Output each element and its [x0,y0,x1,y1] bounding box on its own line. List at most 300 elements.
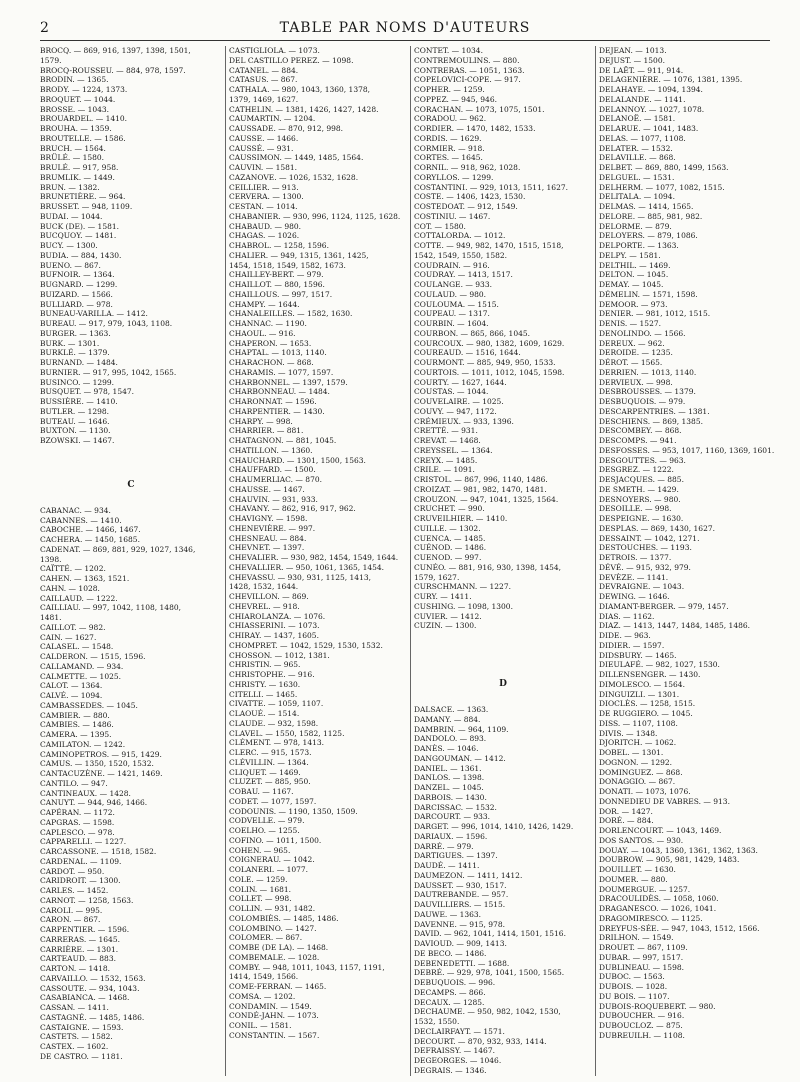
index-entry: CHEVASSU. — 930, 931, 1125, 1413, [229,572,371,582]
index-columns [40,46,780,1076]
index-entry: CHARAMIS. — 1077, 1597. [229,367,334,377]
index-entry: CHAMPY. — 1644. [229,299,300,309]
index-entry: CAUSSE. — 1466. [229,133,299,143]
index-entry: COMSA. — 1202. [229,991,296,1001]
index-entry: DANLOS. — 1398. [414,773,485,783]
index-entry: DELAVILLE. — 868. [599,153,676,163]
index-entry: 1579, 1627. [414,572,460,582]
index-entry: BUXTON. — 1130. [40,426,111,436]
index-entry: DE SMETH. — 1429. [599,484,679,494]
index-entry: CHAVIGNY. — 1598. [229,514,308,523]
index-entry: DESJACQUES. — 885. [599,475,684,484]
index-entry: COUREAUD. — 1516, 1644. [414,348,521,358]
index-entry: DECHAUME. — 950, 982, 1042, 1530, [414,1007,561,1017]
index-entry: CLAVEL. — 1550, 1582, 1125. [229,728,345,738]
index-entry: CHAVANY. — 862, 916, 917, 962. [229,504,356,514]
index-entry: COURCOUX. — 980, 1382, 1609, 1629. [414,338,565,348]
index-entry: DARCOURT. — 933. [414,812,491,822]
index-entry: CUENOD. — 997. [414,553,482,562]
index-entry: CAPLESCO. — 978. [40,827,115,837]
index-entry: COSTANTINI. — 929, 1013, 1511, 1627. [414,182,569,192]
index-entry: CONDAMIN. — 1549. [229,1001,312,1011]
index-entry: DAUWE. — 1363. [414,909,482,919]
index-entry: CIVATTE. — 1059, 1107. [229,699,324,709]
index-entry: DRILHON. — 1549. [599,933,674,943]
index-entry: BRULÉ. — 917, 958. [40,163,119,172]
index-entry: CAPPARELLI. — 1227. [40,837,127,847]
index-entry: CROIZAT. — 981, 982, 1470, 1481. [414,484,547,494]
index-entry: CARTEAUD. — 883. [40,954,116,964]
index-entry: DESNOYERS. — 980. [599,494,681,504]
index-entry: CHAUCHARD. — 1301, 1500, 1563. [229,455,366,465]
index-entry: CHARBONNEL. — 1397, 1579. [229,377,348,387]
index-entry: CHAUVIN. — 931, 933. [229,494,318,504]
index-entry: DESCARPENTRIES. — 1381. [599,406,710,416]
index-entry: CAMERA. — 1395. [40,730,112,739]
index-entry: COPPEZ. — 945, 946. [414,94,497,104]
index-entry: DROUET. — 867, 1109. [599,943,688,952]
index-entry: CHANALEILLES. — 1582, 1630. [229,309,353,319]
index-entry: CARDENAL. — 1109. [40,856,122,866]
index-entry: CHIASSERINI. — 1073. [229,621,320,631]
index-entry: BUENO. — 867. [40,260,101,270]
index-entry: CHAUFFARD. — 1500. [229,465,316,475]
index-entry: CONTRERAS. — 1051, 1363. [414,65,525,75]
index-entry: CLERC. — 915, 1573. [229,748,312,757]
index-entry: CACHERA. — 1450, 1685. [40,535,140,544]
index-entry: DENOLINDO. — 1566. [599,328,686,338]
index-entry: DARIAUX. — 1596. [414,831,488,841]
index-entry: DENIER. — 981, 1012, 1515. [599,309,711,319]
index-entry: CARNOT. — 1258, 1563. [40,895,134,905]
index-entry: CHEVNET. — 1397. [229,543,305,553]
index-entry: DELOYERS. — 879, 1086. [599,231,698,241]
index-entry: DAMBRIN. — 964, 1109. [414,724,509,734]
index-entry: BROQUET. — 1044. [40,94,116,104]
index-entry: 1532, 1550. [414,1017,460,1026]
index-entry: CHIAROLANZA. — 1076. [229,611,326,621]
index-entry: CLIQUET. — 1469. [229,767,301,777]
index-entry: CHARACHON. — 868. [229,358,314,367]
index-entry: CURY. — 1411. [414,592,472,601]
index-entry: CHAOUL. — 916. [229,328,296,338]
index-entry: DESOILLE. — 998. [599,504,672,514]
index-entry: CUENCA. — 1485. [414,533,486,543]
spacer [40,460,222,474]
index-entry: BUNEAU-VARILLA. — 1412. [40,309,148,319]
index-entry: DEVÈZE. — 1141. [599,572,669,582]
index-entry: CASTEX. — 1602. [40,1042,109,1051]
index-entry: CARON. — 867. [40,915,101,925]
index-entry: CLÉMENT. — 978, 1413. [229,738,325,748]
index-entry: BRODY. — 1224, 1373. [40,85,128,94]
index-entry: DOMINGUEZ. — 868. [599,767,683,777]
index-entry: CHAGAS. — 1026. [229,231,300,241]
index-entry: 1398. [40,554,62,564]
index-entry: CASSAN. — 1411. [40,1003,109,1012]
index-entry: DEWING. — 1646. [599,592,670,601]
index-entry: DONAGGIO. — 867. [599,777,676,787]
index-entry: CAILLOT. — 982. [40,622,106,632]
index-entry: DEGEORGES. — 1046. [414,1056,502,1065]
index-entry: CRUCHET. — 990. [414,504,485,514]
index-entry: COSTINIU. — 1467. [414,211,491,221]
index-entry: DARTIGUES. — 1397. [414,851,498,861]
index-entry: DEJUST. — 1500. [599,55,665,65]
index-entry: DEL CASTILLO PEREZ. — 1098. [229,55,354,65]
index-entry: BROCQ-ROUSSEU. — 884, 978, 1597. [40,65,186,75]
index-entry: DANÈS. — 1046. [414,744,479,753]
index-entry: DOUMERGUE. — 1257. [599,884,691,894]
index-entry: CAMILATON. — 1242. [40,739,126,749]
index-entry: DETROIS. — 1377. [599,553,672,562]
index-entry: CANTACUZÈNE. — 1421, 1469. [40,769,163,778]
index-entry: COPELOVICI-COPE. — 917. [414,75,521,85]
index-entry: DERRIEN. — 1013, 1140. [599,367,697,377]
index-entry: COMBEMALE. — 1028. [229,952,320,962]
page-title: TABLE PAR NOMS D'AUTEURS [279,20,531,36]
index-entry: DELAGENIÈRE. — 1076, 1381, 1395. [599,75,743,85]
index-entry: CHAILLEY-BERT. — 979. [229,270,324,280]
index-entry: CREYSSEL. — 1364. [414,445,493,455]
index-entry: DELMAS. — 1414, 1565. [599,202,694,211]
page-header [40,20,770,42]
index-column [595,46,780,1076]
index-entry: CALVÉ. — 1094. [40,691,103,700]
index-entry: BUFNOIR. — 1364. [40,270,115,280]
index-entry: CASTETS. — 1582. [40,1032,113,1042]
index-entry: CALASEL. — 1548. [40,642,114,652]
page-number: 2 [40,20,49,36]
index-entry: DOUMER. — 880. [599,874,668,884]
index-entry: BRÜLÉ. — 1580. [40,153,105,163]
index-entry: CAZANOVE. — 1026, 1532, 1628. [229,172,359,182]
index-entry: COUVY. — 947, 1172. [414,406,497,416]
index-entry: COLOMBINO. — 1427. [229,923,317,933]
index-entry: COURBON. — 865, 866, 1045. [414,328,531,338]
index-entry: CARRIÈRE. — 1301. [40,944,119,954]
index-entry: CADENAT. — 869, 881, 929, 1027, 1346, [40,544,196,554]
index-entry: CUZIN. — 1300. [414,621,477,631]
index-entry: DESCOMPS. — 941. [599,436,677,445]
index-entry: BUTEAU. — 1646. [40,416,110,426]
index-entry: CORYLLOS. — 1299. [414,172,494,182]
index-entry: DERVIEUX. — 998. [599,377,673,387]
index-entry: CHABANIER. — 930, 996, 1124, 1125, 1628. [229,211,401,221]
index-entry: DELANOË. — 1581. [599,114,676,124]
index-entry: CONSTANTIN. — 1567. [229,1030,320,1040]
index-entry: DEGRAIS. — 1346. [414,1065,487,1075]
index-entry: CHOMPRET. — 1042, 1529, 1530, 1532. [229,640,383,650]
index-entry: DÉVÉ. — 915, 932, 979. [599,562,691,572]
index-entry: CRUVEILHIER. — 1410. [414,514,508,523]
index-entry: COPHER. — 1259. [414,85,485,94]
index-entry: CLAUDE. — 932, 1598. [229,718,319,728]
index-entry: CHESNEAU. — 884. [229,533,307,543]
index-entry: DÉROT. — 1565. [599,358,663,367]
index-entry: CHATAGNON. — 881, 1045. [229,436,337,445]
index-entry: COULANGE. — 933. [414,280,492,289]
index-entry: 1379, 1469, 1627. [229,94,299,104]
index-entry: COTTALORDA. — 1012. [414,231,506,241]
index-entry: DOR. — 1427. [599,806,653,816]
index-entry: DESFOSSES. — 953, 1017, 1160, 1369, 1601. [599,445,775,455]
index-entry: DELARUE. — 1041, 1483. [599,124,699,133]
index-entry: CODOUNIS. — 1190, 1350, 1509. [229,806,358,816]
index-entry: CARVAILLO. — 1532, 1563. [40,973,146,983]
index-entry: CARRERAS. — 1645. [40,934,120,944]
index-entry: COLE. — 1259. [229,874,288,884]
index-entry: DELPORTE. — 1363. [599,241,679,250]
index-entry: CEILLIER. — 913. [229,182,299,192]
index-entry: DESBUQUOIS. — 979. [599,397,686,406]
index-entry: DEVRAIGNE. — 1043. [599,582,685,592]
index-entry: DIAZ. — 1413, 1447, 1484, 1485, 1486. [599,621,751,631]
index-entry: DELALANDE. — 1141. [599,94,686,104]
index-entry: DANZEL. — 1045. [414,783,484,792]
index-entry: CRILE. — 1091. [414,465,475,475]
index-entry: 1542, 1549, 1550, 1582. [414,250,508,260]
index-entry: CITELLI. — 1465. [229,689,298,699]
index-entry: DESCOMBEY. — 868. [599,426,682,436]
index-entry: COURTY. — 1627, 1644. [414,377,507,387]
index-entry: DRACOULIDÈS. — 1058, 1060. [599,894,719,904]
index-entry: BRUN. — 1382. [40,182,100,192]
index-entry: CRÉMIEUX. — 933, 1396. [414,416,514,426]
index-entry: CATASUS. — 867. [229,75,298,85]
index-entry: CRETTÉ. — 931. [414,426,478,436]
index-entry: CATANEL. — 884. [229,65,299,75]
index-entry: BROUTELLE. — 1586. [40,133,126,143]
index-entry: BROCQ. — 869, 916, 1397, 1398, 1501, [40,46,191,55]
index-entry: BURGER. — 1363. [40,328,111,338]
index-entry: CUÉNOD. — 1486. [414,543,487,553]
index-entry: CORDIER. — 1470, 1482, 1533. [414,124,536,133]
index-entry: DIDE. — 963. [599,631,651,640]
index-entry: BUTLER. — 1298. [40,406,110,416]
index-entry: CAHN. — 1028. [40,583,100,593]
index-entry: DUBAR. — 997, 1517. [599,952,684,962]
index-entry: CAÏTTÉ. — 1202. [40,564,106,574]
index-entry: CALMETTE. — 1025. [40,671,122,681]
index-entry: DINGUIZLI. — 1301. [599,689,680,699]
index-entry: BRUCH. — 1564. [40,143,106,153]
index-entry: DELORME. — 879. [599,221,672,231]
index-entry: BUSQUET. — 978, 1547. [40,387,135,397]
spacer [414,645,592,659]
index-entry: BRUNETIÈRE. — 964. [40,192,126,202]
index-entry: BURNIER. — 917, 995, 1042, 1565. [40,367,177,377]
index-entry: CHAILLOT. — 880, 1596. [229,280,325,289]
index-entry: DAVIOUD. — 909, 1413. [414,939,507,948]
index-entry: CUVIER. — 1412. [414,611,482,621]
index-entry: DELGUEL. — 1531. [599,172,675,182]
index-entry: CHAUSSE. — 1467. [229,484,305,494]
index-entry: DESSAINT. — 1042, 1271. [599,533,700,543]
index-entry: DAMANY. — 884. [414,714,481,724]
index-entry: CAMBIES. — 1486. [40,720,114,730]
index-entry: DEFRAISSY. — 1467. [414,1046,495,1056]
index-entry: DOGNON. — 1292. [599,757,673,767]
index-entry: CABANAC. — 934. [40,505,111,515]
index-entry: CAPÉRAN. — 1172. [40,808,115,817]
index-entry: DOUAY. — 1043, 1360, 1361, 1362, 1363. [599,845,758,855]
index-entry: CABANNES. — 1410. [40,515,122,525]
index-entry: CAPGRAS. — 1598. [40,817,115,827]
index-entry: CASABIANCA. — 1468. [40,993,130,1003]
index-entry: CAUMARTIN. — 1204. [229,114,316,124]
index-entry: CHEVREL. — 918. [229,601,300,611]
index-entry: CHARPENTIER. — 1430. [229,406,325,416]
index-entry: DE BECO. — 1486. [414,948,487,958]
index-entry: COUDRAY. — 1413, 1517. [414,270,513,280]
index-entry: CAHEN. — 1363, 1521. [40,574,130,583]
spacer [40,492,222,506]
index-entry: DELHERM. — 1077, 1082, 1515. [599,182,725,192]
index-entry: DUBOC. — 1563. [599,972,665,982]
index-entry: CREVAT. — 1468. [414,436,481,445]
index-entry: 1454, 1518, 1549, 1582, 1673. [229,260,346,270]
index-entry: BUSSIÈRE. — 1410. [40,397,118,406]
index-entry: COT. — 1580. [414,221,466,231]
index-entry: COLLET. — 998. [229,894,292,904]
index-entry: BUDAI. — 1044. [40,211,103,221]
index-entry: CALLAMAND. — 934. [40,661,124,671]
index-entry: CORMIER. — 918. [414,143,485,153]
index-entry: COURMONT. — 885, 949, 950, 1533. [414,358,556,367]
index-entry: DISS. — 1107, 1108. [599,718,678,728]
index-entry: BURK. — 1301. [40,338,100,348]
index-entry: CARCASSONE. — 1518, 1582. [40,847,157,856]
index-entry: CHABAUD. — 980. [229,221,302,231]
index-entry: DREYFUS-SÉE. — 947, 1043, 1512, 1566. [599,923,760,933]
index-entry: DECAMPS. — 866. [414,987,486,997]
index-entry: DAUVILLIERS. — 1515. [414,900,506,909]
index-entry: COELHO. — 1255. [229,826,300,835]
index-entry: CASTAGNÉ. — 1485, 1486. [40,1012,145,1022]
index-entry: CHATILLON. — 1360. [229,445,313,455]
index-entry: DAUSSET. — 930, 1517. [414,880,507,890]
index-entry: CHAPERON. — 1653. [229,338,312,348]
index-entry: DIDSBURY. — 1465. [599,650,677,660]
index-entry: DIEULAFÉ. — 982, 1027, 1530. [599,660,720,670]
index-entry: DORÉ. — 884. [599,816,654,826]
index-entry: CAMUS. — 1350, 1520, 1532. [40,759,154,769]
index-entry: CAMBIER. — 880. [40,710,110,720]
index-entry: DECAUX. — 1285. [414,997,485,1007]
index-entry: CAMBASSEDES. — 1045. [40,700,138,710]
index-entry: BURKLÉ. — 1379. [40,348,110,358]
index-entry: DILLENSENGER. — 1430. [599,670,701,679]
index-entry: CHRISTIN. — 965. [229,660,301,670]
index-entry: DAUMEZON. — 1411, 1412. [414,870,523,880]
index-entry: CHAPTAL. — 1013, 1140. [229,348,327,358]
spacer [414,659,592,673]
index-entry: COUSTAS. — 1044. [414,387,489,397]
index-entry: DOS SANTOS. — 930. [599,835,684,845]
index-entry: DEBUQUOIS. — 996. [414,978,496,987]
index-entry: BRODIN. — 1365. [40,75,109,85]
index-entry: DELORE. — 885, 981, 982. [599,211,703,221]
index-entry: BURNAND. — 1484. [40,358,118,367]
index-entry: COUDRAIN. — 916. [414,260,490,270]
index-entry: COLIN. — 1681. [229,884,292,894]
index-entry: CHARRIER. — 881. [229,426,304,436]
spacer [414,691,592,705]
index-entry: DELANNOY. — 1027, 1078. [599,104,705,114]
index-entry: BUIZARD. — 1566. [40,289,113,299]
index-entry: COURTOIS. — 1011, 1012, 1045, 1598. [414,367,565,377]
index-entry: CHENEVIÈRE. — 997. [229,523,316,533]
index-entry: CANTILO. — 947. [40,778,108,788]
index-entry: DECOURT. — 870, 932, 933, 1414. [414,1036,547,1046]
index-entry: BUCQUOY. — 1481. [40,231,117,241]
index-entry: DELAS. — 1077, 1108. [599,133,686,143]
index-entry: BROUARDEL. — 1410. [40,114,128,124]
index-entry: CAUSSADE. — 870, 912, 998. [229,124,344,133]
index-entry: DIAMANT-BERGER. — 979, 1457. [599,601,729,611]
index-entry: CROUZON. — 947, 1041, 1325, 1564. [414,494,559,504]
index-entry: BUCY. — 1300. [40,241,98,250]
index-entry: CHAILLOUS. — 997, 1517. [229,289,333,299]
index-entry: 1481. [40,613,62,622]
index-entry: DANIEL. — 1361. [414,763,482,773]
index-entry: DÉMELIN. — 1571, 1598. [599,289,698,299]
index-entry: CAUSSIMON. — 1449, 1485, 1564. [229,153,364,163]
index-entry: CASSOUTE. — 934, 1043. [40,983,140,993]
index-entry: CERVERA. — 1300. [229,192,304,202]
index-entry: DELTHIL. — 1469. [599,260,671,270]
index-entry: DALSACE. — 1363. [414,705,489,714]
index-entry: CORACHAN. — 1073, 1075, 1501. [414,104,545,114]
index-entry: CRISTOL. — 867, 996, 1140, 1486. [414,475,548,484]
index-entry: DUBREUILH. — 1108. [599,1030,685,1040]
index-entry: DECLAIRFAYT. — 1571. [414,1026,505,1036]
index-entry: DELBET. — 869, 880, 1499, 1563. [599,163,729,172]
section-letter: D [499,679,507,689]
index-entry: CANUYT. — 944, 946, 1466. [40,798,148,808]
index-entry: COIGNERAU. — 1042. [229,855,315,865]
index-entry: CHEVALIER. — 930, 982, 1454, 1549, 1644. [229,553,399,562]
index-entry: BUGNARD. — 1299. [40,280,118,289]
index-entry: DIMOLESCO. — 1564. [599,679,685,689]
index-entry: COLANERI. — 1077. [229,865,309,874]
index-entry: CONIL. — 1581. [229,1021,292,1030]
index-entry: DRAGOMIRESCO. — 1125. [599,913,703,923]
index-entry: CLUZET. — 885, 950. [229,777,311,787]
index-entry: BUREAU. — 917, 979, 1043, 1108. [40,319,173,328]
index-entry: CORTES. — 1645. [414,153,483,163]
index-entry: CASTIGLIOLA. — 1073. [229,46,320,55]
index-entry: DEJEAN. — 1013. [599,46,667,55]
index-entry: DEBRÉ. — 929, 978, 1041, 1500, 1565. [414,968,565,978]
index-entry: CLÉVILLIN. — 1364. [229,757,309,767]
index-entry: DESGREZ. — 1222. [599,465,674,475]
index-entry: DEROIDE. — 1235. [599,348,673,358]
spacer [414,631,592,645]
index-entry: CURSCHMANN. — 1227. [414,582,511,592]
index-entry: 1414, 1549, 1566. [229,972,299,982]
index-entry: CARLES. — 1452. [40,886,109,895]
index-entry: CATHELIN. — 1381, 1426, 1427, 1428. [229,104,379,114]
index-entry: DE LAËT. — 911, 914. [599,65,684,75]
index-entry: DESBROUSSES. — 1379. [599,387,696,397]
index-entry: DUBOUCLOZ. — 875. [599,1021,683,1030]
index-entry: DELATER. — 1532. [599,143,673,153]
index-entry: BRUMLIK. — 1449. [40,172,115,182]
index-entry: CUNÉO. — 881, 916, 930, 1398, 1454, [414,562,562,572]
index-entry: COUPEAU. — 1317. [414,309,490,319]
